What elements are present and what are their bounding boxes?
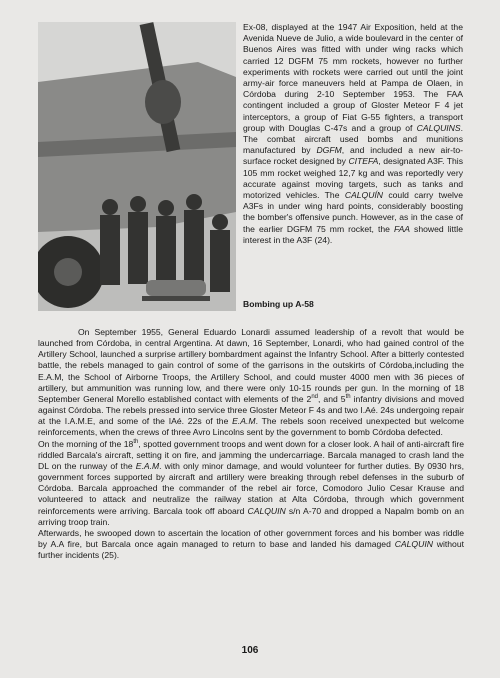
- side-paragraph-run-9: FAA: [393, 223, 411, 234]
- paragraph-1-run-1: nd: [311, 394, 318, 401]
- paragraph-1-run-4: infantry divisions and moved against Córdoba. The rebels pressed into service three Gloster Meteor F 4s and two I.Aé. 24s undergoing repair at the I.A.M.E, and some of the IAé. 22s of the: [38, 393, 464, 427]
- paragraph-2-run-6: s/n A-70 and dropped a Napalm bomb on an arriving troop train.: [38, 505, 464, 527]
- side-paragraph-run-8: could carry twelve A3Fs in under wing hard points, considerably boosting the bomber's offensive punch. However, as in the case of the earlier DGFM 75 mm rocket, the: [243, 190, 463, 234]
- paragraph-2-run-0: On the morning of the 18: [38, 438, 134, 449]
- side-paragraph-run-7: CALQUÍN: [344, 190, 384, 201]
- side-paragraph-run-10: showed little interest in the A3F (24).: [243, 223, 463, 245]
- photo-caption: Bombing up A-58: [243, 299, 314, 309]
- page-number: 106: [241, 645, 259, 656]
- paragraph-1-run-5: E.A.M: [232, 416, 256, 427]
- paragraph-2-run-5: CALQUIN: [247, 505, 286, 516]
- side-paragraph-run-2: . The combat aircraft used bombs and munitions manufactured by: [243, 122, 463, 156]
- paragraph-1-run-3: th: [345, 394, 351, 401]
- paragraph-barcala-attack: [38, 439, 464, 528]
- side-paragraph-run-0: Ex-08, displayed at the 1947 Air Exposition, held at the Avenida Nueve de Julio, a wide boulevard in the center of Buenos Aires was fitted with under wing racks which carried 12 DGFM 75 mm rockets, however no further experiments with rockets were carried out until the joint army-air force maneuvers held at Pampa de Olaen, in Córdoba during 2-10 September 1953. The FAA contingent included a group of Gloster Meteor F 4 jet interceptors, a group of Fiat G-55 fighters, a transport group with Douglas C-47s and a group of: [243, 22, 463, 133]
- paragraph-2-run-3: E.A.M: [135, 460, 160, 471]
- side-paragraph-run-1: CALQUINS: [416, 122, 461, 133]
- paragraph-3-run-1: CALQUIN: [394, 538, 433, 549]
- paragraph-2-run-1: th: [133, 438, 139, 445]
- paragraph-3-run-0: Afterwards, he swooped down to ascertain the location of other government forces and his bomber was riddle by A.A fire, but Barcala once again managed to return to base and landed his damaged: [38, 527, 464, 549]
- paragraph-2-run-2: , spotted government troops and went down for a closer look. A hail of anti-aircraft fire riddled Barcala's aircraft, setting it on fire, and jamming the undercarriage. Barcala managed to crash land the DL on the runway of the: [38, 438, 464, 471]
- paragraph-1-run-0: On September 1955, General Eduardo Lonardi assumed leadership of a revolt that would be launched from Córdoba, in central Argentina. At dawn, 16 September, Lonardi, who had gained control of the Artillery School, launched a surprise artillery bombardment against the Infantry School. After a bitterly contested battle, the rebels managed to gain control of some of the garrisons in the outskirts of Córdoba,including the E.A.M, the School of Airborne Troops, the Artillery School, and could muster 4000 men with 36 pieces of artillery, but ammunition was running low, and there were only 10-15 rounds per gun. In the morning of 18 September General Morello established contact with elements of the 2: [38, 327, 464, 404]
- side-paragraph-run-4: , and included a new air-to-surface rocket designed by: [243, 145, 463, 167]
- side-paragraph-run-6: , designated A3F. This 105 mm rocket weighed 12,7 kg and was reportedly very accurate against moving targets, such as tanks and motorized vehicles. The: [243, 156, 464, 201]
- paragraph-1-run-2: , and 5: [318, 393, 346, 404]
- paragraph-3-run-2: without further incidents (25).: [38, 538, 464, 561]
- main-text: [38, 327, 464, 561]
- side-paragraph: [243, 22, 463, 246]
- paragraph-return-to-base: [38, 528, 464, 561]
- bw-photo-bomber-crew: [38, 22, 236, 311]
- paragraph-1-run-6: . The rebels soon received unexpected but welcome reinforcements, when the crews of three Avro Lincolns sent by the government to bomb Córdoba defected.: [38, 416, 464, 438]
- side-paragraph-run-5: CITEFA: [348, 156, 379, 167]
- side-paragraph-run-3: DGFM: [316, 145, 342, 156]
- photo-bombing-up-a58: [38, 22, 236, 311]
- paragraph-2-run-4: . with only minor damage, and would volunteer for further duties. By 0930 hrs, government forces supported by aircraft and artillery were breaking through rebel defenses in the suburb of Córdoba. Barcala approached the commander of the rebel air force, Comodoro Julio Cesar Krause and volunteered to attack and neutralize the railway station at Alta Córdoba, through which government reinforcements were arriving. Barcala took off aboard: [38, 460, 464, 516]
- paragraph-lonardi-revolt: [38, 327, 464, 439]
